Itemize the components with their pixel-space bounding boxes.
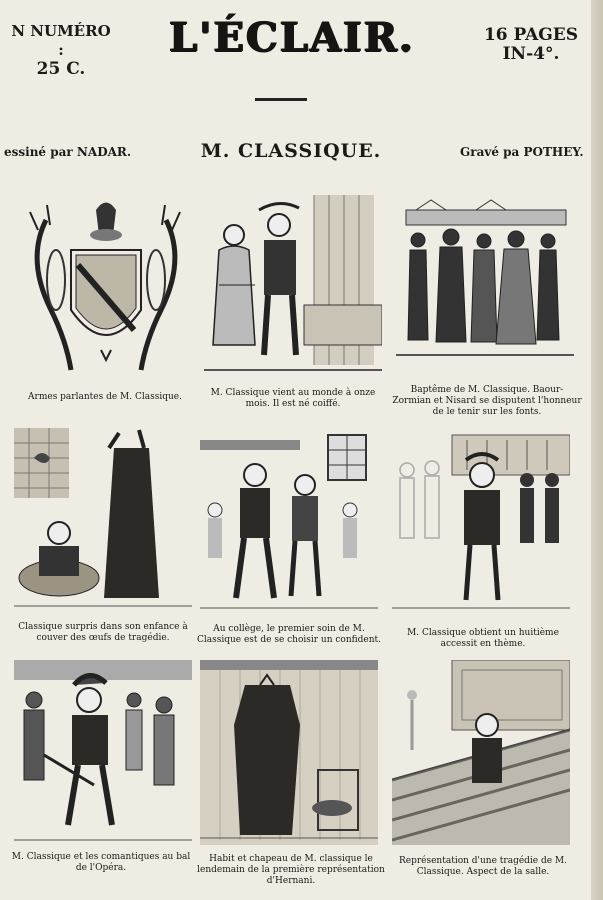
caption-4: Classique surpris dans son enfance à couver des œufs de tragédie. — [18, 622, 188, 643]
caption-3: Baptême de M. Classique. Baour-Zormian et Nisard se disputent l'honneur de le tenir sur les fonts. — [392, 385, 582, 417]
price-box — [6, 22, 116, 79]
price-label: N NUMÉRO : — [11, 22, 111, 59]
panel-1-coat-of-arms — [16, 190, 194, 378]
hat-and-coat-illustration — [200, 660, 378, 845]
page-edge — [591, 0, 603, 900]
engraved-by-credit: Gravé pa POTHEY. — [460, 145, 584, 159]
panel-9-tragedy-performance — [392, 660, 570, 845]
caption-8: Habit et chapeau de M. classique le lendemain de la première représentation d'Hernani. — [197, 854, 385, 886]
masthead-rule — [255, 98, 307, 101]
birth-scene-illustration — [204, 195, 382, 383]
caption-2: M. Classique vient au monde à onze mois. Il est né coiffé. — [210, 388, 376, 409]
panel-5-college — [200, 430, 378, 618]
masthead-title: L'ÉCLAIR. — [169, 14, 415, 61]
panel-2-birth — [204, 195, 382, 383]
drawn-by-credit: essiné par NADAR. — [4, 145, 132, 159]
panel-4-childhood — [14, 428, 192, 616]
opera-ball-illustration — [14, 660, 192, 845]
caption-6: M. Classique obtient un huitième accessit en thème. — [407, 628, 559, 649]
caption-1: Armes parlantes de M. Classique. — [28, 392, 182, 402]
format-box — [472, 26, 590, 64]
accessit-scene-illustration — [392, 430, 570, 618]
page-title: M. CLASSIQUE. — [200, 140, 382, 162]
price-value: 25 C. — [36, 59, 86, 79]
panel-8-hat-and-coat — [200, 660, 378, 845]
empty-theatre-illustration — [392, 660, 570, 845]
panel-3-baptism — [396, 195, 574, 383]
baptism-scene-illustration — [396, 195, 574, 383]
format-label: IN-4°. — [502, 44, 560, 64]
caption-7: M. Classique et les comantiques au bal de l'Opéra. — [11, 852, 191, 873]
childhood-scene-illustration — [14, 428, 192, 616]
caption-9: Représentation d'une tragédie de M. Classique. Aspect de la salle. — [398, 856, 568, 877]
college-scene-illustration — [200, 430, 378, 618]
coat-of-arms-illustration — [16, 190, 194, 378]
pages-count: 16 PAGES — [483, 25, 579, 45]
caption-5: Au collège, le premier soin de M. Classique est de se choisir un confident. — [196, 624, 382, 645]
panel-6-accessit — [392, 430, 570, 618]
panel-7-opera-ball — [14, 660, 192, 845]
